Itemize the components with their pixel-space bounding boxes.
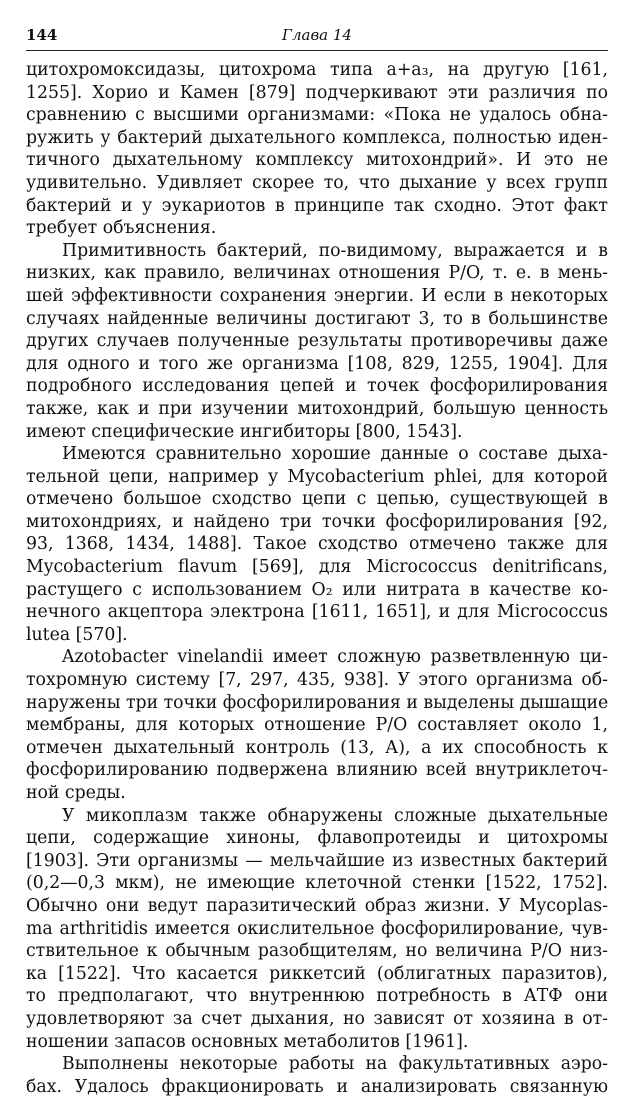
text-line: ружить у бактерий дыхательного комплекса, полностью иден-	[26, 127, 608, 148]
text-line: ной среды.	[26, 783, 126, 803]
text-line: Примитивность бактерий, по-видимому, выражается и в	[62, 240, 608, 261]
text-line: растущего с использованием O₂ или нитрата в качестве ко-	[26, 579, 608, 600]
text-line: (0,2—0,3 мкм), не имеющие клеточной стенки [1522, 1752].	[26, 873, 608, 894]
text-line: случаях найденные величины достигают 3, то в большинстве	[26, 308, 608, 329]
header-rule	[26, 50, 608, 51]
text-line: цитохромоксидазы, цитохрома типа a+a₃, на другую [161,	[26, 60, 608, 80]
text-line: наружены три точки фосфорилирования и выделены дышащие	[26, 692, 608, 713]
page-header	[26, 26, 608, 48]
paragraph	[26, 646, 608, 804]
paragraph	[26, 240, 608, 443]
page-number: 144	[26, 26, 58, 44]
text-line: ma arthritidis имеется окислительное фосфорилирование, чув-	[26, 918, 608, 939]
text-line: [1903]. Эти организмы — мельчайшие из известных бактерий	[26, 850, 608, 871]
text-line: Выполнены некоторые работы на факультативных аэро-	[62, 1054, 608, 1075]
text-line: удовлетворяют за счет дыхания, но зависят от хозяина в от-	[26, 1008, 608, 1029]
text-line: lutea [570].	[26, 624, 128, 645]
text-line: Имеются сравнительно хорошие данные о составе дыха-	[62, 444, 608, 465]
text-line: имеют специфические ингибиторы [800, 1543].	[26, 421, 463, 442]
paragraph	[26, 443, 608, 646]
paragraph	[26, 59, 608, 240]
text-line: Mycobacterium flavum [569], для Micrococcus denitrificans,	[26, 557, 608, 578]
text-line: фосфорилированию подвержена влиянию всей внутриклеточ-	[26, 760, 608, 781]
text-line: для одного и того же организма [108, 829, 1255, 1904]. Для	[26, 353, 608, 374]
text-line: шей эффективности сохранения энергии. И если в некоторых	[26, 285, 608, 306]
text-line: удивительно. Удивляет скорее то, что дыхание у всех групп	[26, 172, 608, 193]
text-line: отмечено большое сходство цепи с цепью, существующей в	[26, 489, 608, 510]
text-line: тичного дыхательному комплексу митохондрий». И это не	[26, 150, 608, 171]
text-line: Azotobacter vinelandii имеет сложную разветвленную ци-	[62, 647, 608, 668]
text-line: бактерий и у эукариотов в принципе так сходно. Этот факт	[26, 195, 608, 216]
text-line: то предполагают, что внутреннюю потребность в АТФ они	[26, 986, 608, 1007]
text-line: подробного исследования цепей и точек фосфорилирования	[26, 376, 608, 397]
paragraph	[26, 805, 608, 1054]
text-line: требует объяснения.	[26, 218, 217, 239]
text-line: У микоплазм также обнаружены сложные дыхательные	[62, 805, 608, 826]
text-line: тельной цепи, например у Mycobacterium phlei, для которой	[26, 466, 608, 487]
text-line: мембраны, для которых отношение P/O составляет около 1,	[26, 715, 608, 736]
text-line: также, как и при изучении митохондрий, большую ценность	[26, 398, 608, 419]
text-line: низких, как правило, величинах отношения P/O, т. е. в мень-	[26, 263, 608, 284]
text-line: ношении запасов основных метаболитов [1961].	[26, 1031, 469, 1052]
text-line: цепи, содержащие хиноны, флавопротеиды и цитохромы	[26, 828, 608, 849]
text-line: бах. Удалось фракционировать и анализировать связанную	[26, 1076, 608, 1097]
text-line: 1255]. Хорио и Камен [879] подчеркивают эти различия по	[26, 82, 608, 103]
text-line: митохондриях, и найдено три точки фосфорилирования [92,	[26, 511, 608, 532]
text-line: других случаев полученные результаты противоречивы даже	[26, 331, 608, 352]
body-text	[26, 59, 608, 1098]
paragraph	[26, 1053, 608, 1098]
text-line: 93, 1368, 1434, 1488]. Такое сходство отмечено также для	[26, 534, 608, 555]
text-line: Обычно они ведут паразитический образ жизни. У Mycoplas-	[26, 895, 608, 916]
text-line: нечного акцептора электрона [1611, 1651], и для Micrococcus	[26, 602, 608, 623]
running-title: Глава 14	[282, 26, 352, 44]
text-line: отмечен дыхательный контроль (13, А), а их способность к	[26, 737, 608, 758]
text-line: тохромную систему [7, 297, 435, 938]. У этого организма об-	[26, 670, 608, 691]
text-line: ствительное к обычным разобщителям, но величина P/O низ-	[26, 941, 608, 962]
text-line: сравнению с высшими организмами: «Пока не удалось обна-	[26, 105, 608, 126]
text-line: ка [1522]. Что касается риккетсий (облигатных паразитов),	[26, 963, 608, 984]
